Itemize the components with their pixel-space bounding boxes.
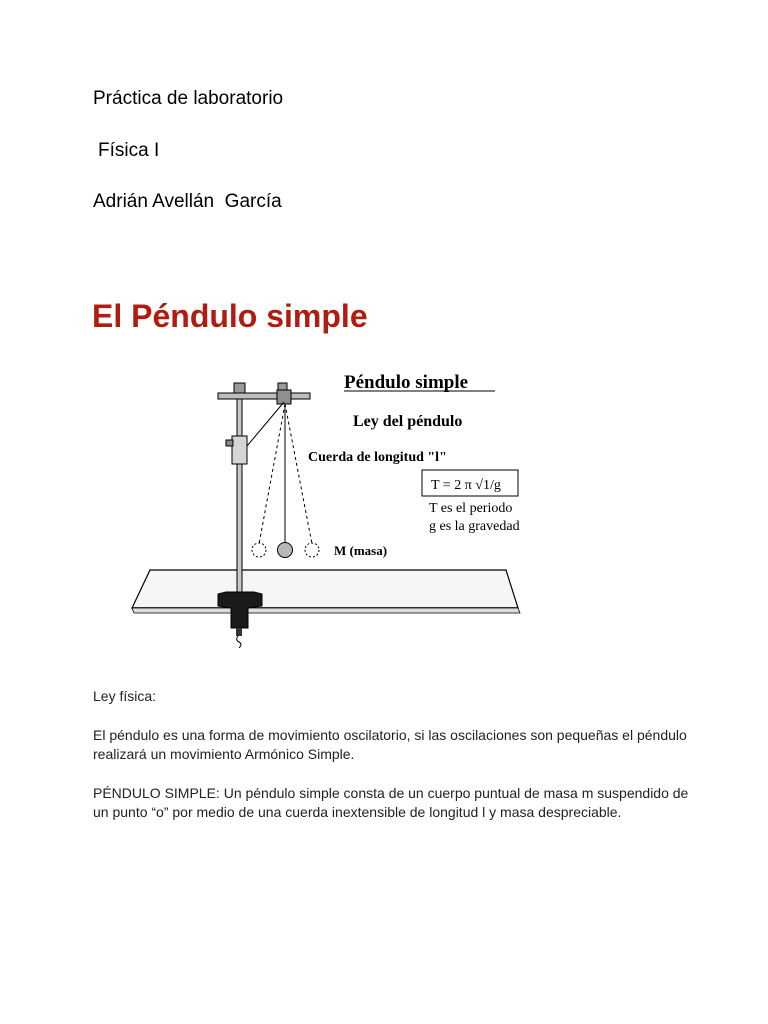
pendulum-figure [120, 366, 536, 648]
bob-center [278, 543, 293, 558]
period-formula: T = 2 π √1/g [431, 478, 501, 493]
bob-right [305, 543, 319, 557]
pivot-clamp [277, 390, 291, 404]
gravity-note: g es la gravedad [429, 519, 520, 534]
pendulum-paragraph: El péndulo es una forma de movimiento oscilatorio, si las oscilaciones son pequeñas el péndulo realizará un movimiento Armónico Simple. [93, 727, 687, 762]
document-title: El Péndulo simple [92, 298, 368, 334]
author-name: Adrián Avellán García [93, 191, 282, 212]
base-screw [236, 628, 242, 636]
subject-heading: Física I [98, 140, 160, 161]
rod-clamp [232, 436, 247, 464]
bob-left [252, 543, 266, 557]
cross-bar [218, 393, 310, 399]
practice-heading: Práctica de laboratorio [93, 88, 284, 109]
mass-label: M (masa) [334, 543, 388, 558]
rod-clamp-screw [226, 440, 233, 446]
figure-title: Péndulo simple [344, 372, 469, 393]
law-heading: Ley física: [93, 688, 157, 704]
table-top [132, 570, 518, 608]
string-length-label: Cuerda de longitud "l" [308, 450, 447, 465]
period-note: T es el periodo [429, 501, 513, 516]
stand-rod [237, 388, 242, 598]
simple-pendulum-paragraph: PÉNDULO SIMPLE: Un péndulo simple consta de un cuerpo puntual de masa m suspendido de un punto “o” por medio de una cuerda inextensible de longitud l y masa despreciable. [93, 785, 689, 820]
pendulum-diagram [120, 366, 536, 648]
top-knob [234, 383, 245, 393]
table-front [132, 608, 520, 613]
figure-subtitle: Ley del péndulo [353, 413, 463, 430]
